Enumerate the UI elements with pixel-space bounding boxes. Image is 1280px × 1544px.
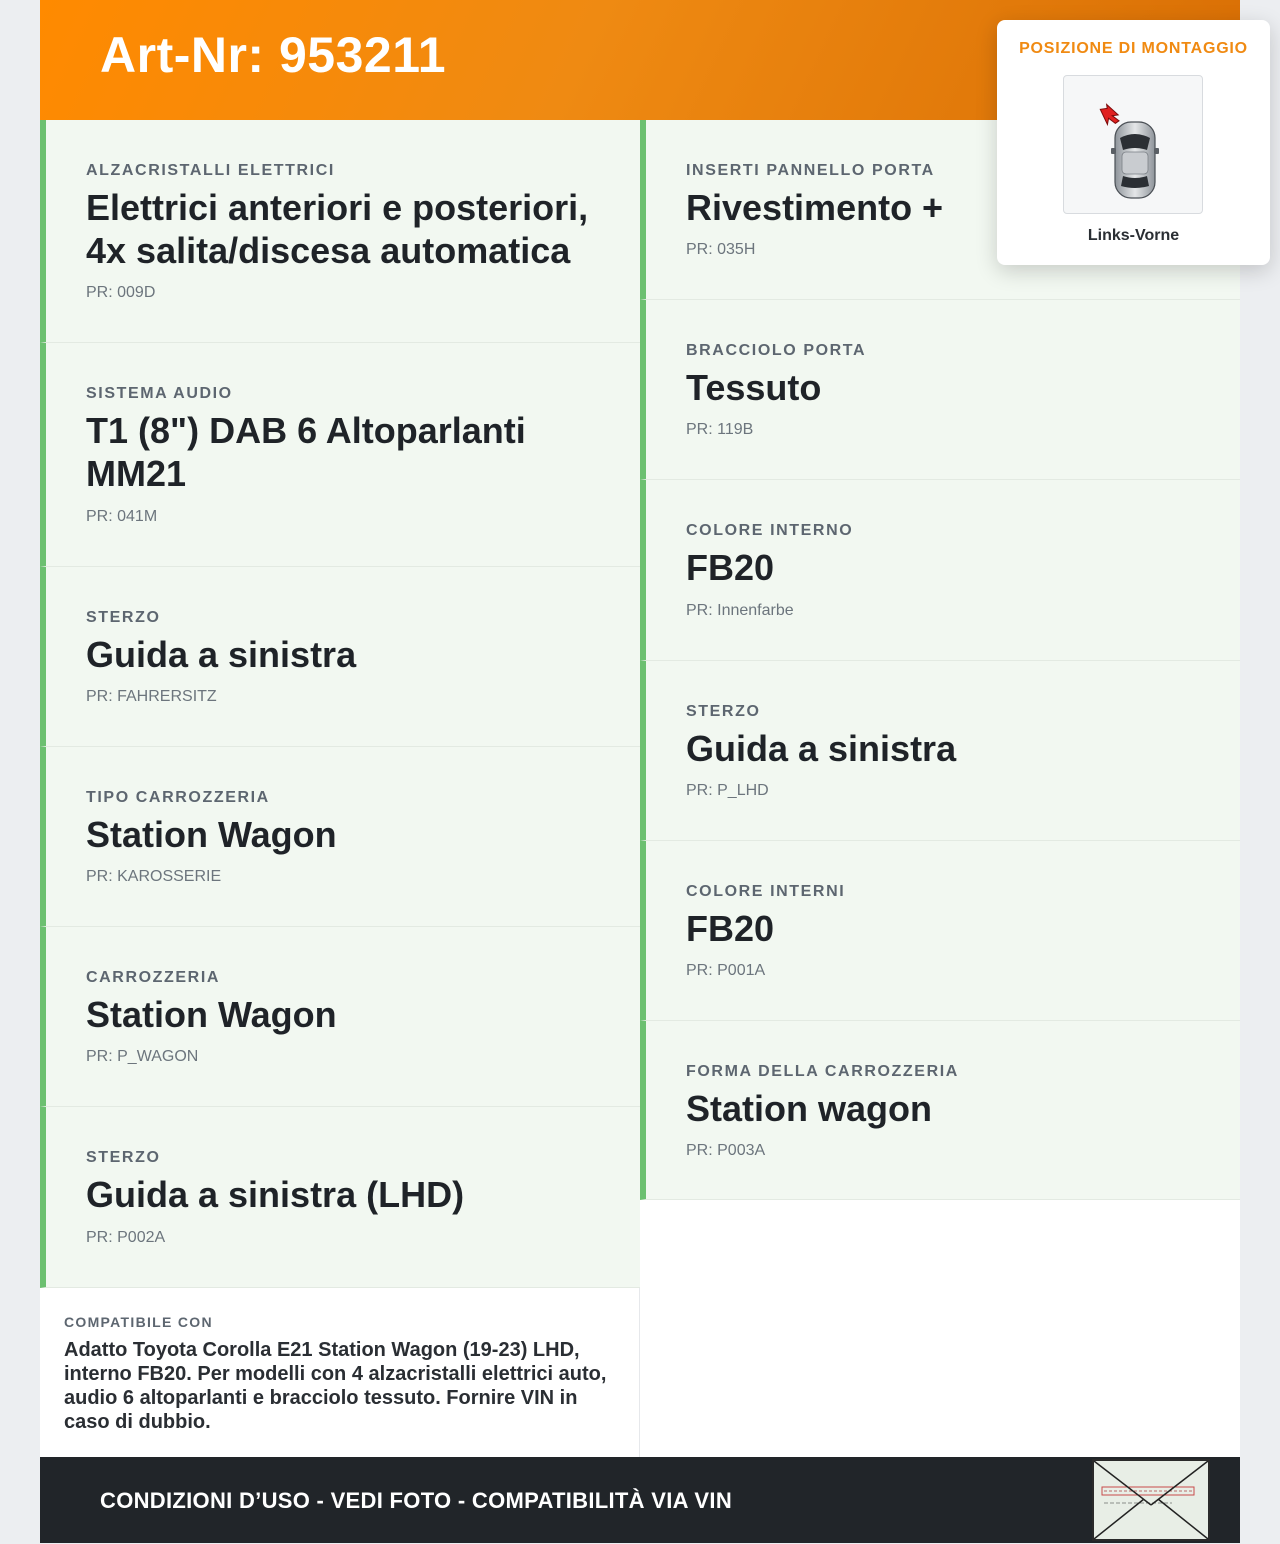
- spec-value: Guida a sinistra: [86, 634, 357, 675]
- footer-bar: [40, 1457, 1240, 1543]
- spec-pr-code: PR: 035H: [686, 241, 756, 258]
- spec-pr-code: PR: 041M: [86, 508, 158, 525]
- compatibility-text: Adatto Toyota Corolla E21 Station Wagon (19-23) LHD, interno FB20. Per modelli con 4 alzacristalli elettrici auto, audio 6 altoparlanti e bracciolo tessuto. Fornire VIN in caso di dubbio.: [64, 1339, 607, 1433]
- spec-pr-code: PR: Innenfarbe: [686, 602, 794, 619]
- spec-label: TIPO CARROZZERIA: [86, 789, 270, 806]
- spec-pr-code: PR: 009D: [86, 284, 156, 301]
- spec-card: [40, 343, 640, 567]
- spec-card: [640, 1021, 1240, 1200]
- spec-label: STERZO: [86, 609, 161, 626]
- spec-pr-code: PR: P002A: [86, 1229, 166, 1246]
- spec-label: STERZO: [686, 703, 761, 720]
- spec-pr-code: PR: 119B: [686, 421, 754, 438]
- document-thumbnail[interactable]: [1092, 1459, 1210, 1541]
- spec-value: Station Wagon: [86, 814, 337, 855]
- mounting-position-caption: Links-Vorne: [1087, 227, 1180, 244]
- spec-label: INSERTI PANNELLO PORTA: [686, 162, 935, 179]
- compatibility-box: [40, 1288, 640, 1457]
- compatibility-label: COMPATIBILE CON: [64, 1314, 213, 1330]
- spec-card: [40, 747, 640, 927]
- spec-value: Elettrici anteriori e posteriori, 4x salita/discesa automatica: [86, 187, 589, 271]
- article-number-title: Art-Nr: 953211: [100, 27, 447, 83]
- spec-label: FORMA DELLA CARROZZERIA: [686, 1063, 959, 1080]
- spec-value: Guida a sinistra (LHD): [86, 1174, 465, 1215]
- footer-text: CONDIZIONI D’USO - VEDI FOTO - COMPATIBILITÀ VIA VIN: [100, 1488, 733, 1513]
- spec-pr-code: PR: P_LHD: [686, 782, 769, 799]
- spec-card: [40, 927, 640, 1107]
- car-top-view-icon: [1064, 76, 1204, 215]
- mounting-position-title: POSIZIONE DI MONTAGGIO: [1019, 40, 1248, 57]
- spec-label: STERZO: [86, 1149, 161, 1166]
- spec-value: Tessuto: [686, 367, 822, 408]
- envelope-icon: [1094, 1461, 1208, 1539]
- spec-value: Station wagon: [686, 1088, 932, 1129]
- spec-label: ALZACRISTALLI ELETTRICI: [86, 162, 335, 179]
- spec-pr-code: PR: P_WAGON: [86, 1048, 199, 1065]
- spec-value: FB20: [686, 547, 775, 588]
- mounting-position-popover: [997, 20, 1270, 265]
- spec-pr-code: PR: P001A: [686, 962, 766, 979]
- spec-card: [40, 1107, 640, 1288]
- spec-value: FB20: [686, 908, 775, 949]
- spec-label: COLORE INTERNI: [686, 883, 846, 900]
- product-sheet: [40, 0, 1248, 1543]
- red-arrow-icon: [1098, 102, 1122, 126]
- spec-value: Station Wagon: [86, 994, 337, 1035]
- spec-value: T1 (8") DAB 6 Altoparlanti MM21: [86, 410, 526, 494]
- spec-card: [640, 480, 1240, 661]
- spec-label: CARROZZERIA: [86, 969, 221, 986]
- spec-card: [40, 567, 640, 747]
- spec-label: SISTEMA AUDIO: [86, 385, 233, 402]
- spec-pr-code: PR: P003A: [686, 1142, 766, 1159]
- spec-label: COLORE INTERNO: [686, 522, 854, 539]
- spec-card: [40, 120, 640, 343]
- spec-value: Rivestimento +: [686, 187, 944, 228]
- mounting-position-image[interactable]: [1063, 75, 1203, 214]
- spec-pr-code: PR: KAROSSERIE: [86, 868, 222, 885]
- spec-label: BRACCIOLO PORTA: [686, 342, 867, 359]
- spec-pr-code: PR: FAHRERSITZ: [86, 688, 217, 705]
- spec-card: [640, 661, 1240, 841]
- spec-card: [640, 841, 1240, 1021]
- spec-card: [640, 300, 1240, 480]
- spec-value: Guida a sinistra: [686, 728, 957, 769]
